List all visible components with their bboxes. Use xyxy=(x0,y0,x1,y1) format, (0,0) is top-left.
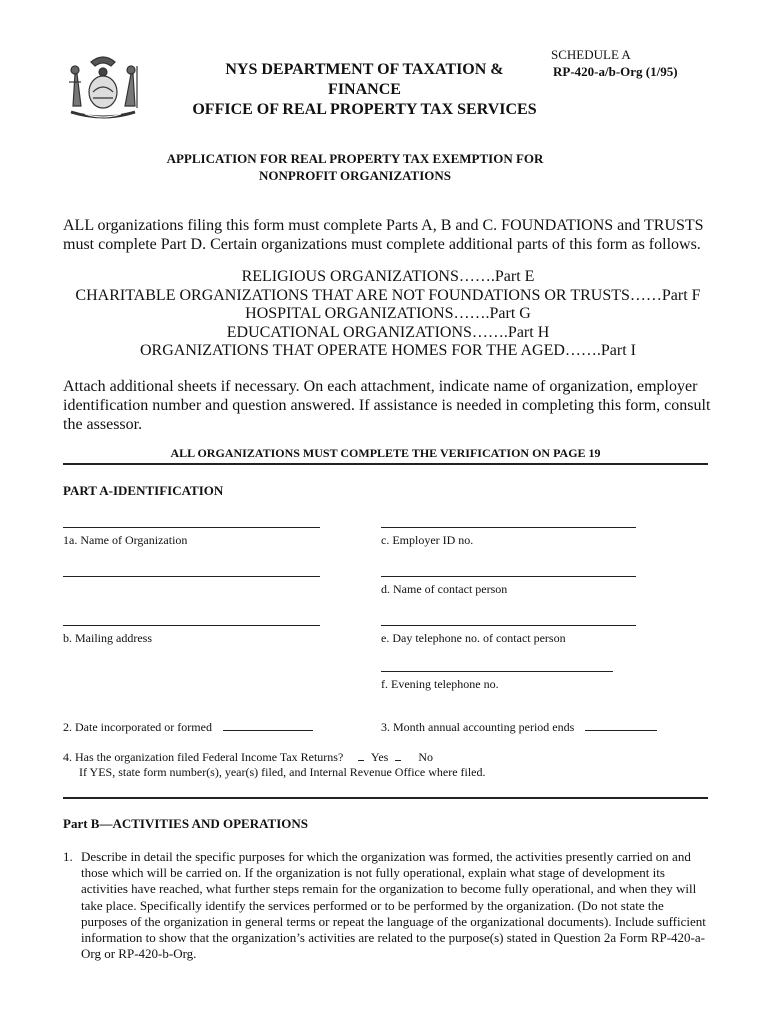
org-part-homes-aged: ORGANIZATIONS THAT OPERATE HOMES FOR THE AGED…….Part I xyxy=(139,342,636,359)
contact-name-line[interactable] xyxy=(381,576,636,577)
no-checkbox[interactable] xyxy=(395,751,401,761)
verification-note: ALL ORGANIZATIONS MUST COMPLETE THE VERIFICATION ON PAGE 19 xyxy=(170,446,601,460)
organization-parts-list xyxy=(63,268,713,361)
attachment-note: Attach additional sheets if necessary. On each attachment, indicate name of organization, employer identification number and question answered. If assistance is needed in completing this form, consult the assessor. xyxy=(63,378,711,433)
employer-id-line[interactable] xyxy=(381,527,636,528)
accounting-period-row xyxy=(381,720,657,735)
schedule-label: SCHEDULE A xyxy=(551,47,631,62)
tax-returns-question xyxy=(63,750,703,780)
org-part-hospital: HOSPITAL ORGANIZATIONS…….Part G xyxy=(245,305,531,322)
day-phone-line[interactable] xyxy=(381,625,636,626)
yes-label: Yes xyxy=(370,750,389,764)
application-title xyxy=(100,150,610,184)
divider xyxy=(63,797,708,799)
accounting-period-label: 3. Month annual accounting period ends xyxy=(381,720,575,734)
yes-checkbox[interactable] xyxy=(358,751,364,761)
no-label: No xyxy=(418,750,433,764)
date-incorporated-row xyxy=(63,720,313,735)
intro-paragraph: ALL organizations filing this form must complete Parts A, B and C. FOUNDATIONS and TRUSTS must complete Part D. Certain organizations must complete additional parts of this form as follows. xyxy=(63,217,704,253)
date-incorporated-label: 2. Date incorporated or formed xyxy=(63,720,212,734)
nys-seal-logo xyxy=(63,52,143,124)
org-name-line[interactable] xyxy=(63,527,320,528)
accounting-period-field[interactable] xyxy=(585,720,657,731)
org-part-charitable: CHARITABLE ORGANIZATIONS THAT ARE NOT FOUNDATIONS OR TRUSTS……Part F xyxy=(75,286,701,304)
title-line-2: NONPROFIT ORGANIZATIONS xyxy=(258,168,452,183)
department-header xyxy=(192,60,537,120)
title-line-1: APPLICATION FOR REAL PROPERTY TAX EXEMPTION FOR xyxy=(166,151,544,166)
mailing-address-line[interactable] xyxy=(63,625,320,626)
date-incorporated-field[interactable] xyxy=(223,720,313,731)
org-part-educational: EDUCATIONAL ORGANIZATIONS…….Part H xyxy=(226,323,550,341)
tax-returns-followup: If YES, state form number(s), year(s) filed, and Internal Revenue Office where filed. xyxy=(79,765,486,779)
question-1-text: Describe in detail the specific purposes for which the organization was formed, the activities presently carried on and those which will be carried on. If the organization is not fully operational, explain what stage of development its activities have reached, what further steps remain for the organization to become fully operational, and when they will take place. Specifically identify the services performed or to be performed by the organization. (Do not state the purposes of the organization in general terms or repeat the language of the organizational documents). Include sufficient information to show that the organization’s activities are related to the purpose(s) stated in Question 2a Form RP-420-a-Org or RP-420-b-Org. xyxy=(81,849,706,962)
day-phone-label: e. Day telephone no. of contact person xyxy=(381,631,566,645)
part-a-heading: PART A-IDENTIFICATION xyxy=(63,483,224,498)
org-part-religious: RELIGIOUS ORGANIZATIONS…….Part E xyxy=(241,268,535,285)
org-name-line-2[interactable] xyxy=(63,576,320,577)
evening-phone-label: f. Evening telephone no. xyxy=(381,677,499,691)
org-name-label: 1a. Name of Organization xyxy=(63,533,188,547)
dept-line-1: NYS DEPARTMENT OF TAXATION & FINANCE xyxy=(225,61,504,98)
divider xyxy=(63,463,708,465)
employer-id-label: c. Employer ID no. xyxy=(381,533,474,547)
form-number: RP-420-a/b-Org (1/95) xyxy=(553,64,678,79)
tax-returns-label: 4. Has the organization filed Federal Income Tax Returns? xyxy=(63,750,344,764)
contact-name-label: d. Name of contact person xyxy=(381,582,508,596)
question-number: 1. xyxy=(63,849,73,864)
dept-line-2: OFFICE OF REAL PROPERTY TAX SERVICES xyxy=(192,101,537,118)
evening-phone-line[interactable] xyxy=(381,671,613,672)
mailing-address-label: b. Mailing address xyxy=(63,631,152,645)
part-b-question-1 xyxy=(63,849,713,962)
part-b-heading: Part B—ACTIVITIES AND OPERATIONS xyxy=(63,816,308,831)
